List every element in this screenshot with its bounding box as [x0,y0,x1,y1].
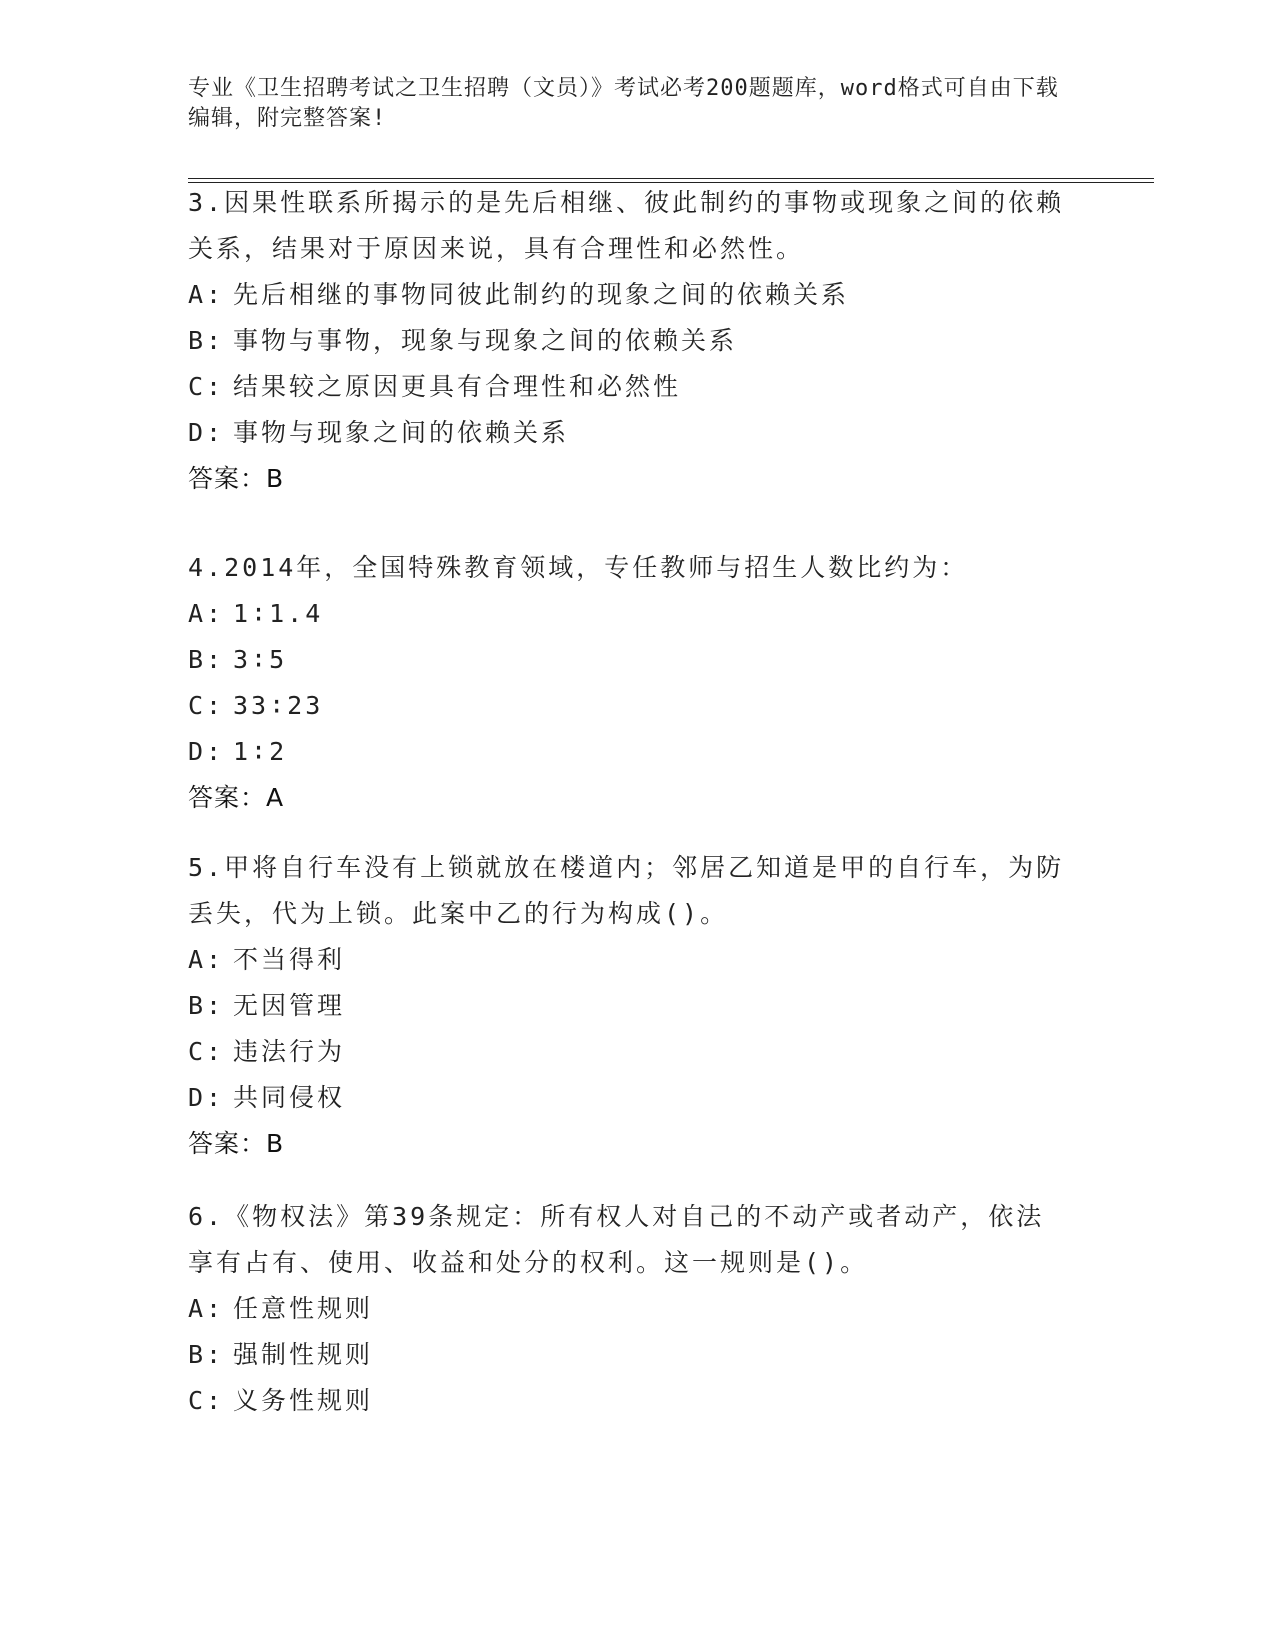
option-letter: A: [188,945,225,974]
option-letter: C: [188,691,225,720]
question-4 [188,545,1068,821]
option-b [188,318,1068,364]
option-text: 33∶23 [233,691,324,720]
option-text: 结果较之原因更具有合理性和必然性 [233,372,682,401]
option-c [188,1378,1068,1424]
question-stem: 4.2014年，全国特殊教育领域，专任教师与招生人数比约为： [188,553,969,582]
question-stem: 3.因果性联系所揭示的是先后相继、彼此制约的事物或现象之间的依赖关系，结果对于原因来说，具有合理性和必然性。 [188,188,1065,263]
option-letter: D: [188,1083,225,1112]
document-header: 专业《卫生招聘考试之卫生招聘（文员）》考试必考200题题库，word格式可自由下载编辑，附完整答案! [188,76,1059,131]
option-text: 1∶2 [233,737,288,766]
option-text: 事物与现象之间的依赖关系 [233,418,570,447]
option-c [188,364,1068,410]
option-text: 强制性规则 [233,1340,374,1369]
option-letter: B: [188,645,225,674]
option-letter: D: [188,737,225,766]
question-3 [188,180,1068,502]
option-a [188,272,1068,318]
option-b [188,1332,1068,1378]
option-letter: A: [188,599,225,628]
option-c [188,683,1068,729]
option-text: 先后相继的事物同彼此制约的现象之间的依赖关系 [233,280,850,309]
option-text: 3∶5 [233,645,288,674]
option-text: 违法行为 [233,1037,346,1066]
option-a [188,591,1068,637]
option-c [188,1029,1068,1075]
option-letter: C: [188,1386,225,1415]
option-d [188,410,1068,456]
option-text: 共同侵权 [233,1083,346,1112]
option-b [188,983,1068,1029]
question-stem: 5.甲将自行车没有上锁就放在楼道内；邻居乙知道是甲的自行车，为防丢失，代为上锁。此案中乙的行为构成()。 [188,853,1065,928]
option-a [188,937,1068,983]
option-letter: C: [188,1037,225,1066]
option-text: 义务性规则 [233,1386,374,1415]
option-a [188,1286,1068,1332]
option-text: 事物与事物，现象与现象之间的依赖关系 [233,326,738,355]
option-d [188,729,1068,775]
answer-label: 答案：A [188,783,285,812]
option-b [188,637,1068,683]
option-letter: A: [188,280,225,309]
option-letter: A: [188,1294,225,1323]
question-6 [188,1194,1068,1424]
option-letter: C: [188,372,225,401]
question-5 [188,845,1068,1167]
option-text: 无因管理 [233,991,346,1020]
option-d [188,1075,1068,1121]
option-text: 1∶1.4 [233,599,324,628]
option-letter: B: [188,326,225,355]
option-letter: B: [188,991,225,1020]
answer-label: 答案：B [188,1129,285,1158]
option-text: 任意性规则 [233,1294,374,1323]
answer-label: 答案：B [188,464,285,493]
question-stem: 6.《物权法》第39条规定：所有权人对自己的不动产或者动产，依法享有占有、使用、收益和处分的权利。这一规则是()。 [188,1202,1045,1277]
option-text: 不当得利 [233,945,346,974]
option-letter: D: [188,418,225,447]
option-letter: B: [188,1340,225,1369]
